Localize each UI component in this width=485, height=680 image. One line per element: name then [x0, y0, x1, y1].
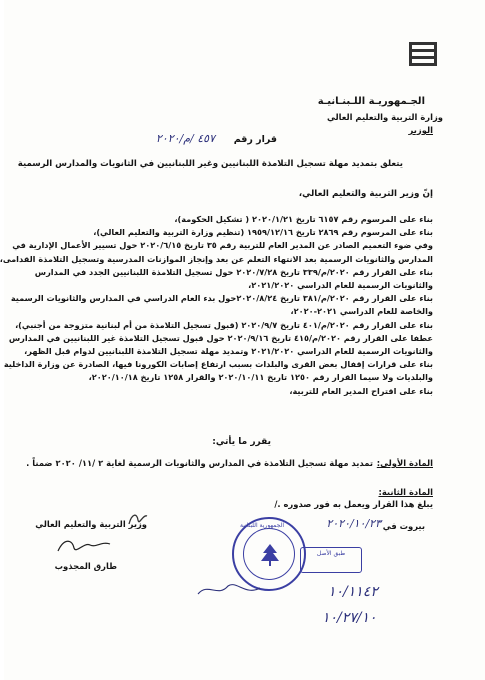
cedar-icon — [260, 543, 280, 567]
initials-scribble-icon — [194, 578, 264, 600]
preamble-line: عطفا على القرار رقم ٢٠٢٠/م/٤١٥ تاريخ ٢٠٢٠/٩/١٦ حول قبول تسجيل التلامذة غير اللبنانيين في المدارس — [8, 332, 433, 343]
decision-number-label: قرار رقم — [233, 134, 277, 145]
true-copy-stamp: طبق الأصل — [300, 547, 362, 573]
preamble-line: بناء على قرارات إقفال بعض القرى والبلدات بسبب ارتفاع إصابات الكورونا فيها، الصادرة عن وزارة الداخلية — [3, 359, 433, 370]
handwritten-note-1: ١٠/١١٤٢ — [328, 584, 378, 600]
place-date-label: بيروت في — [382, 521, 425, 531]
preamble-line: وفي ضوء التعميم الصادر عن المدير العام للتربية رقم ٣٥ تاريخ ٢٠٢٠/٦/١٥ حول تسيير الأعمال الإدارية في — [12, 240, 433, 251]
decides-heading: يقرر ما يأتي: — [212, 437, 271, 447]
preamble-line: بناء على المرسوم رقم ٢٨٦٩ تاريخ ١٩٥٩/١٢/١٦ (تنظيم وزارة التربية والتعليم العالي)، — [93, 227, 433, 238]
preamble-line: بناء على القرار رقم ٢٠٢٠/م/٣٣٩ تاريخ ٢٠٢٠/٧/٢٨ حول تسجيل التلامذة اللبنانيين الجدد في المدارس — [34, 266, 433, 277]
preamble-line: المدارس والثانويات الرسمية بعد الانتهاء التعلم عن بعد وإنجاز الموازنات المدرسية وتسجيل التلامذة القدامى، — [0, 253, 433, 264]
signature-mark-icon — [126, 510, 150, 528]
signature-name: طارق المجذوب — [54, 561, 117, 571]
article1-label: المادة الأولى: — [376, 458, 433, 468]
preamble-line: والثانويات الرسمية للعام الدراسي ٢٠٢١/٢٠٢٠، — [248, 280, 433, 290]
opening-line: إنّ وزير التربية والتعليم العالي، — [298, 189, 433, 199]
ministry-logo-icon — [403, 38, 443, 78]
signature-scribble-icon — [54, 536, 114, 556]
place-date-handwritten: ٢٠٢٠/١٠/٢٣ — [326, 517, 381, 530]
preamble-line: بناء على اقتراح المدير العام للتربية، — [289, 385, 433, 396]
article2-text: يبلغ هذا القرار ويعمل به فور صدوره ./ — [274, 499, 433, 509]
preamble-line: والخاصة للعام الدراسي ٢٠٢١-٢٠٢٠، — [290, 306, 433, 317]
preamble-line: والبلديات ولا سيما القرار رقم ١٢٥٠ تاريخ ٢٠٢٠/١٠/١١ والقرار ١٢٥٨ تاريخ ٢٠٢٠/١٠/١٨، — [88, 372, 433, 383]
official-round-stamp: الجمهورية اللبنانية — [232, 517, 306, 591]
article1-text: تمديد مهلة تسجيل التلامذة في المدارس والثانويات الرسمية لغاية ٢ /١١/ ٢٠٢٠ ضمناً . — [26, 458, 373, 468]
decision-number-handwritten: ٤٥٧ /م/٢٠٢٠ — [155, 132, 215, 145]
preamble-line: بناء على القرار رقم ٢٠٢٠/م/٣٨١ تاريخ ٢٠٢٠/٨/٢٤حول بدء العام الدراسي في المدارس والثانويات الرسمية — [10, 293, 433, 304]
preamble-line: بناء على القرار رقم ٢٠٢٠/م/٤٠١ تاريخ ٢٠٢٠/٩/٧ (قبول تسجيل التلامذة من أم لبنانية متزوجة من أجنبي)، — [15, 319, 433, 330]
preamble-line: بناء على المرسوم رقم ٦١٥٧ تاريخ ٢٠٢٠/١/٢١ ( تشكيل الحكومة)، — [174, 214, 433, 224]
republic-heading: الجـمهوريـة اللـبنـانيـة — [317, 96, 425, 107]
ministry-heading: وزارة التربية والتعليم العالي — [327, 112, 443, 122]
decision-subject: يتعلق بتمديد مهلة تسجيل التلامذة اللبنانيين وغير اللبنانيين في الثانويات والمدارس الرسمية — [17, 159, 403, 169]
article2-label: المادة الثانية: — [378, 487, 433, 497]
handwritten-note-2: ١٠/٢٧/١٠ — [322, 610, 377, 626]
minister-title: الوزير — [408, 125, 433, 135]
signature-title: وزير التربية والتعليم العالي — [35, 519, 147, 529]
preamble-line: والثانويات الرسمية للعام الدراسي ٢٠٢١/٢٠٢٠ وتمديد مهلة تسجيل التلامذة اللبنانيين لدوام قبل الظهر، — [24, 346, 433, 356]
